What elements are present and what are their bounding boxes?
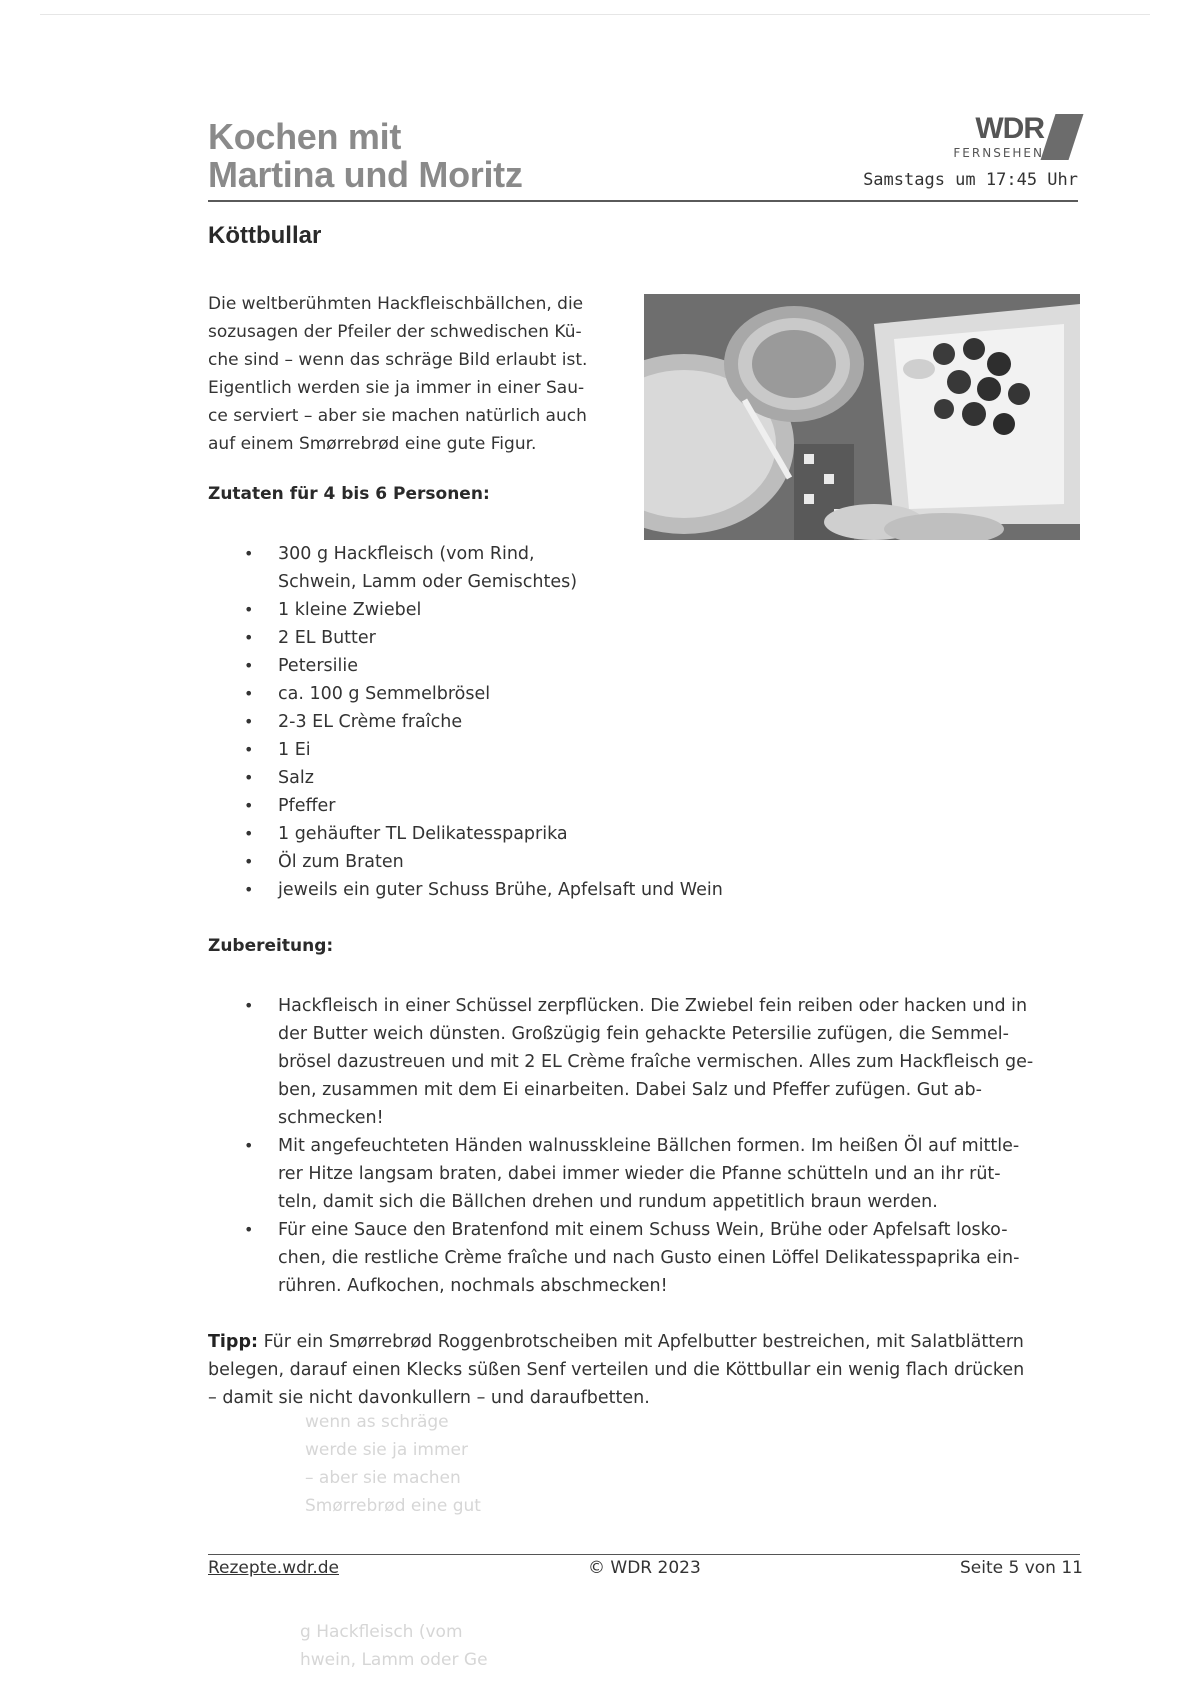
footer-divider [208, 1554, 1080, 1555]
show-title-line-2: Martina und Moritz [208, 154, 523, 195]
bullet-icon: • [244, 824, 254, 843]
intro-line: ce serviert – aber sie machen natürlich auch [208, 406, 587, 426]
bullet-icon: • [244, 656, 254, 675]
intro-line: Die weltberühmten Hackfleischbällchen, die [208, 294, 584, 314]
ingredient-item: • 1 gehäufter TL Delikatesspaprika [208, 820, 723, 848]
intro-line: sozusagen der Pfeiler der schwedischen Kü- [208, 322, 582, 342]
ingredient-item: • Petersilie [208, 652, 723, 680]
wdr-logo-text: WDR [975, 112, 1044, 145]
bullet-icon: • [244, 996, 254, 1015]
bullet-icon: • [244, 684, 254, 703]
bullet-icon: • [244, 880, 254, 899]
preparation-steps [208, 992, 1088, 1300]
tip-line: belegen, darauf einen Klecks süßen Senf verteilen und die Köttbullar ein wenig flach drücken [208, 1360, 1025, 1380]
ingredient-item: • 2-3 EL Crème fraîche [208, 708, 723, 736]
recipe-photo [644, 294, 1080, 540]
bullet-icon: • [244, 628, 254, 647]
ingredient-item: • jeweils ein guter Schuss Brühe, Apfelsaft und Wein [208, 876, 723, 904]
recipe-title: Köttbullar [208, 222, 322, 249]
ingredient-item: • ca. 100 g Semmelbrösel [208, 680, 723, 708]
footer-page-number: Seite 5 von 11 [960, 1558, 1083, 1578]
preparation-step: • Für eine Sauce den Bratenfond mit einem Schuss Wein, Brühe oder Apfelsaft losko- chen, die restliche Crème fraîche und nach Gusto einen Löffel Delikatesspaprika ein- rühren. Aufkochen, nochmals abschmecken! [208, 1216, 1088, 1300]
ingredient-item: • 2 EL Butter [208, 624, 723, 652]
bleed-through-text: wenn as schräge werde sie ja immer – aber sie machen Smørrebrød eine gut [305, 1412, 481, 1516]
tip-line: – damit sie nicht davonkullern – und daraufbetten. [208, 1388, 650, 1408]
ingredients-list [208, 540, 723, 904]
ingredient-item: • 300 g Hackfleisch (vom Rind, Schwein, Lamm oder Gemischtes) [208, 540, 723, 596]
meatball-photo-illustration [644, 294, 1080, 540]
bullet-icon: • [244, 600, 254, 619]
bullet-icon: • [244, 740, 254, 759]
ingredients-heading: Zutaten für 4 bis 6 Personen: [208, 484, 490, 504]
ingredient-item: • Öl zum Braten [208, 848, 723, 876]
scan-edge [40, 14, 1150, 15]
ingredient-item: • Pfeffer [208, 792, 723, 820]
bullet-icon: • [244, 768, 254, 787]
show-title [208, 118, 523, 194]
bullet-icon: • [244, 852, 254, 871]
header-divider [208, 200, 1078, 202]
airtime: Samstags um 17:45 Uhr [863, 170, 1078, 190]
ingredient-item: • Salz [208, 764, 723, 792]
show-title-line-1: Kochen mit [208, 116, 402, 157]
intro-line: auf einem Smørrebrød eine gute Figur. [208, 434, 537, 454]
tip-label: Tipp: [208, 1332, 258, 1352]
bullet-icon: • [244, 544, 254, 563]
page-header [208, 112, 1078, 202]
bullet-icon: • [244, 1220, 254, 1239]
ingredient-item: • 1 kleine Zwiebel [208, 596, 723, 624]
wdr-logo [928, 112, 1078, 168]
wdr-logo-subtitle: FERNSEHEN [953, 146, 1044, 160]
footer-copyright: © WDR 2023 [588, 1558, 701, 1578]
wdr-logo-slash-icon [1041, 114, 1084, 160]
ingredient-item: • 1 Ei [208, 736, 723, 764]
preparation-step: • Mit angefeuchteten Händen walnusskleine Bällchen formen. Im heißen Öl auf mittle- rer Hitze langsam braten, dabei immer wieder die Pfanne schütteln und an ihr rüt- teln, damit sich die Bällchen drehen und rundum appetitlich braun werden. [208, 1132, 1088, 1216]
preparation-step: • Hackfleisch in einer Schüssel zerpflücken. Die Zwiebel fein reiben oder hacken und in der Butter weich dünsten. Großzügig fein gehackte Petersilie zufügen, die Semmel- brösel dazustreuen und mit 2 EL Crème fraîche vermischen. Alles zum Hackfleisch ge- ben, zusammen mit dem Ei einarbeiten. Dabei Salz und Pfeffer zufügen. Gut ab- schmecken! [208, 992, 1088, 1132]
intro-line: Eigentlich werden sie ja immer in einer Sau- [208, 378, 585, 398]
intro-line: che sind – wenn das schräge Bild erlaubt ist. [208, 350, 588, 370]
tip-paragraph [208, 1328, 1088, 1412]
preparation-heading: Zubereitung: [208, 936, 334, 956]
bullet-icon: • [244, 796, 254, 815]
bullet-icon: • [244, 712, 254, 731]
recipe-intro [208, 290, 638, 458]
bleed-through-text: g Hackfleisch (vom hwein, Lamm oder Ge [300, 1622, 488, 1670]
tip-line: Für ein Smørrebrød Roggenbrotscheiben mit Apfelbutter bestreichen, mit Salatblättern [258, 1332, 1024, 1352]
bullet-icon: • [244, 1136, 254, 1155]
footer-website-link[interactable]: Rezepte.wdr.de [208, 1558, 339, 1578]
